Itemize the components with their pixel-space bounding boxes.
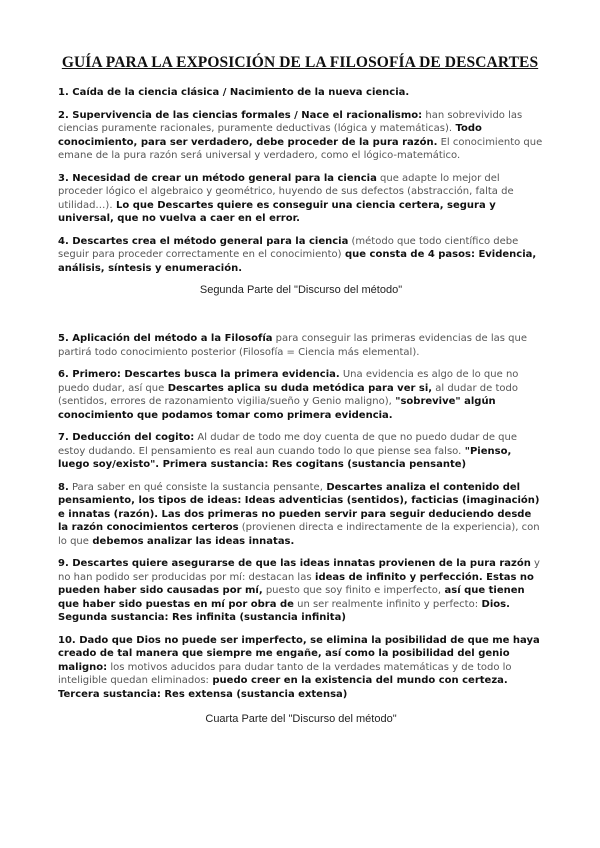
point-5-bold-a: 5. Aplicación del método a la Filosofía <box>58 333 273 344</box>
point-9-text-b: puesto que soy finito e imperfecto, <box>262 585 442 596</box>
point-6-bold-b: Descartes aplica su duda metódica para ver si, <box>164 382 433 394</box>
point-6-bold-a: 6. Primero: Descartes busca la primera evidencia. <box>58 369 340 380</box>
caption-part-two: Segunda Parte del "Discurso del método" <box>199 284 403 296</box>
point-8-bold-c: debemos analizar las ideas innatas. <box>88 535 295 547</box>
point-8 <box>58 481 544 549</box>
point-9-bold-d: Dios. Segunda sustancia: Res infinita (sustancia infinita) <box>58 598 510 623</box>
point-8-text-a: Para saber en qué consiste la sustancia pensante, <box>68 481 323 493</box>
point-3 <box>58 172 544 226</box>
document-title: GUÍA PARA LA EXPOSICIÓN DE LA FILOSOFÍA DE DESCARTES <box>61 54 539 71</box>
point-6-text-a: Una evidencia es algo de lo que no puedo dudar, así que <box>58 369 519 394</box>
point-6-bold-c: "sobrevive" algún conocimiento que podamos tomar como primera evidencia. <box>58 396 496 421</box>
point-2-bold-a: 2. Supervivencia de las ciencias formales / Nace el racionalismo: <box>58 109 423 121</box>
point-4-bold-b: que consta de 4 pasos: Evidencia, análisis, síntesis y enumeración. <box>58 249 537 274</box>
point-9-bold-b: ideas de infinito y perfección. Estas no pueden haber sido causadas por mí, <box>58 571 534 596</box>
point-10-text-a: los motivos aducidos para dudar tanto de la verdades matemáticas y de todo lo inteligible quedan eliminados: <box>58 661 512 686</box>
point-2-bold-b: Todo conocimiento, para ser verdadero, debe proceder de la pura razón. <box>58 123 482 148</box>
point-3-text-a: que adapte lo mejor del proceder lógico el algebraico y geométrico, huyendo de sus defectos (abstracción, falta de utilidad…). <box>58 172 514 211</box>
point-9-bold-a: 9. Descartes quiere asegurarse de que las ideas innatas provienen de la pura razón <box>58 558 531 569</box>
point-5-text-a: para conseguir las primeras evidencias de las que partirá todo conocimiento posterior (Filosofía = Ciencia más elemental). <box>58 333 527 358</box>
point-2-text-b: El conocimiento que emane de la pura razón será universal y verdadero, como el lógico-matemático. <box>58 136 543 161</box>
point-9-text-c: un ser realmente infinito y perfecto: <box>293 598 479 610</box>
point-1-bold: 1. Caída de la ciencia clásica / Nacimiento de la nueva ciencia. <box>58 87 410 98</box>
point-2-text-a: han sobrevivido las ciencias puramente racionales, puramente deductivas (lógica y matemáticas). <box>58 109 523 134</box>
point-7 <box>58 431 544 472</box>
point-7-bold-a: 7. Deducción del cogito: <box>58 432 195 443</box>
point-9-bold-c: así que tienen que haber sido puestas en mí por obra de <box>58 585 525 610</box>
point-10-bold-b: puedo creer en la existencia del mundo con certeza. Tercera sustancia: Res extensa (sustancia extensa) <box>58 675 508 700</box>
point-1 <box>58 86 544 100</box>
point-8-bold-b: Descartes analiza el contenido del pensamiento, los tipos de ideas: Ideas adventicias (sentidos), facticias (imaginación) e innatas (razón). Las dos primeras no pueden servir para seguir deduciendo desde la razón conocimientos certeros <box>58 481 540 533</box>
point-7-text-a: Al dudar de todo me doy cuenta de que no puedo dudar de que estoy dudando. El pensamiento es real aun cuando todo lo que piense sea falso. <box>58 432 518 457</box>
point-10 <box>58 634 544 702</box>
point-3-bold-a: 3. Necesidad de crear un método general para la ciencia <box>58 172 377 184</box>
caption-part-four: Cuarta Parte del "Discurso del método" <box>205 713 397 725</box>
point-4-bold-a: 4. Descartes crea el método general para la ciencia <box>58 235 349 247</box>
point-8-bold-a: 8. <box>58 481 69 493</box>
point-10-bold-a: 10. Dado que Dios no puede ser imperfecto, se elimina la posibilidad de que me haya creado de tal manera que siempre me engañe, así como la posibilidad del genio maligno: <box>58 634 540 673</box>
point-3-bold-b: Lo que Descartes quiere es conseguir una ciencia certera, segura y universal, que no vuelva a caer en el error. <box>58 199 496 224</box>
point-6 <box>58 368 544 422</box>
point-4 <box>58 235 544 276</box>
point-9-text-a: y no han podido ser producidas por mí: destacan las <box>58 558 540 583</box>
point-2 <box>58 109 544 163</box>
point-7-bold-b: "Pienso, luego soy/existo". Primera sustancia: Res cogitans (sustancia pensante) <box>58 445 512 470</box>
point-8-text-b: (provienen directa e indirectamente de la experiencia), con lo que <box>58 522 540 547</box>
point-6-text-b: al dudar de todo (sentidos, errores de razonamiento vigilia/sueño y Genio maligno), <box>58 382 518 407</box>
document-body <box>58 86 544 725</box>
point-4-text-a: (método que todo científico debe seguir para proceder correctamente en el conocimiento) <box>58 235 519 260</box>
point-5 <box>58 332 544 359</box>
point-9 <box>58 557 544 625</box>
